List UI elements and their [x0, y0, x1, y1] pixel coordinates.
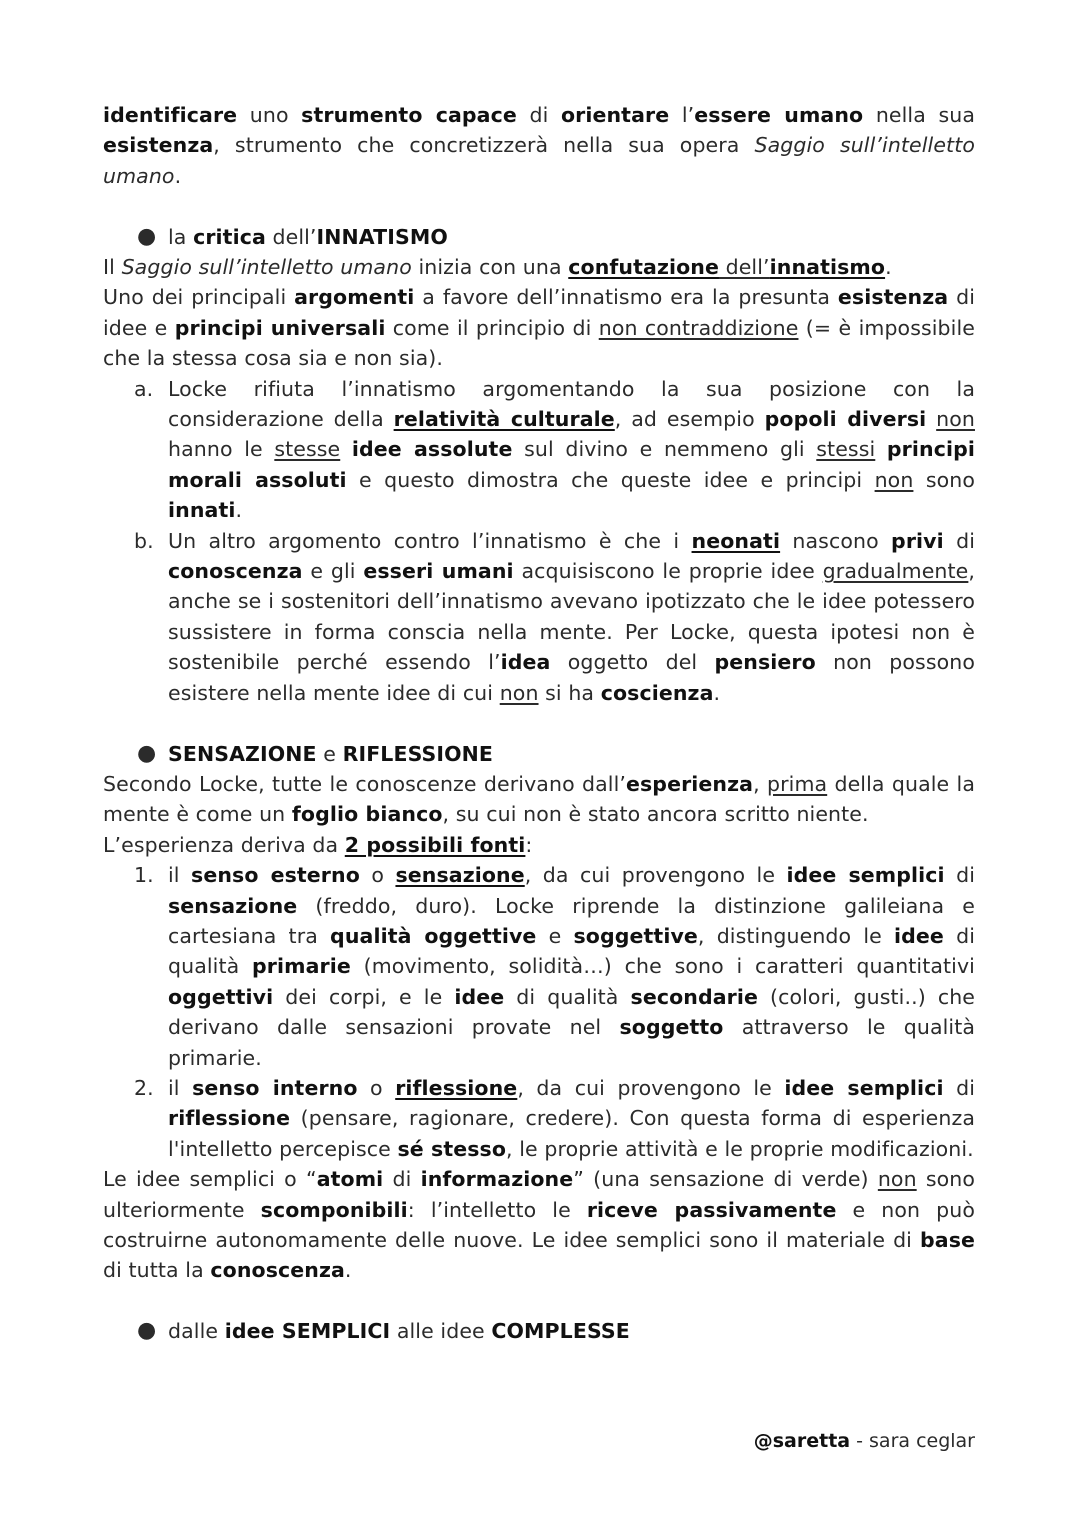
section-heading-idee-complesse: ● dalle idee SEMPLICI alle idee COMPLESSE — [103, 1316, 975, 1346]
bullet-icon: ● — [137, 223, 157, 249]
idee-semplici-paragraph: Le idee semplici o “atomi di informazione” (una sensazione di verde) non sono ulteriormente scomponibili: l’intelletto le riceve passivamente e non può costruirne autonomamente delle nuove. Le idee semplici sono il materiale di base di tutta la conoscenza. — [103, 1167, 976, 1283]
author-name: sara ceglar — [869, 1430, 975, 1452]
list-item-2: 2. il senso interno o riflessione, da cui provengono le idee semplici di riflessione (pensare, ragionare, credere). Con questa forma di esperienza l'intelletto percepisce sé stesso, le proprie attività e le proprie modificazioni. — [103, 1073, 975, 1164]
fonti-paragraph: L’esperienza deriva da 2 possibili fonti: — [103, 832, 533, 857]
section-heading-sensazione: ● SENSAZIONE e RIFLESSIONE — [103, 739, 975, 769]
bullet-icon: ● — [137, 740, 157, 766]
page-footer: @saretta - sara ceglar — [753, 1430, 975, 1452]
intro-paragraph: identificare uno strumento capace di orientare l’essere umano nella sua esistenza, strumento che concretizzerà nella sua opera Saggio sull’intelletto umano. — [103, 103, 975, 188]
innatismo-argomenti: Uno dei principali argomenti a favore dell’innatismo era la presunta esistenza di idee e principi universali come il principio di non contraddizione (= è impossibile che la stessa cosa sia e non sia). — [103, 285, 975, 371]
author-handle: @saretta — [753, 1430, 851, 1452]
list-marker: 1. — [134, 863, 154, 888]
bullet-icon: ● — [137, 1318, 157, 1344]
list-item-a: a. Locke rifiuta l’innatismo argomentando la sua posizione con la considerazione della relatività culturale, ad esempio popoli diversi non hanno le stesse idee assolute sul divino e nemmeno gli stessi principi morali assoluti e questo dimostra che queste idee e principi non sono innati. — [103, 374, 975, 526]
document-body — [103, 100, 975, 1347]
list-marker: b. — [134, 528, 154, 553]
esperienza-paragraph: Secondo Locke, tutte le conoscenze derivano dall’esperienza, prima della quale la mente è come un foglio bianco, su cui non è stato ancora scritto niente. — [103, 771, 975, 827]
list-item-1: 1. il senso esterno o sensazione, da cui provengono le idee semplici di sensazione (freddo, duro). Locke riprende la distinzione galileiana e cartesiana tra qualità oggettive e soggettive, distinguendo le idee di qualità primarie (movimento, solidità…) che sono i caratteri quantitativi oggettivi dei corpi, e le idee di qualità secondarie (colori, gusti..) che derivano dalle sensazioni provate nel soggetto attraverso le qualità primarie. — [103, 860, 975, 1073]
list-marker: a. — [134, 376, 154, 401]
section-heading-innatismo: ● la critica dell’INNATISMO — [103, 222, 975, 252]
innatismo-intro: Il Saggio sull’intelletto umano inizia con una confutazione dell’innatismo. — [103, 255, 892, 280]
list-marker: 2. — [134, 1075, 154, 1100]
list-item-b: b. Un altro argomento contro l’innatismo è che i neonati nascono privi di conoscenza e gli esseri umani acquisiscono le proprie idee gradualmente, anche se i sostenitori dell’innatismo avevano ipotizzato che le idee potessero sussistere in forma conscia nella mente. Per Locke, questa ipotesi non è sostenibile perché essendo l’idea oggetto del pensiero non possono esistere nella mente idee di cui non si ha coscienza. — [103, 526, 975, 708]
